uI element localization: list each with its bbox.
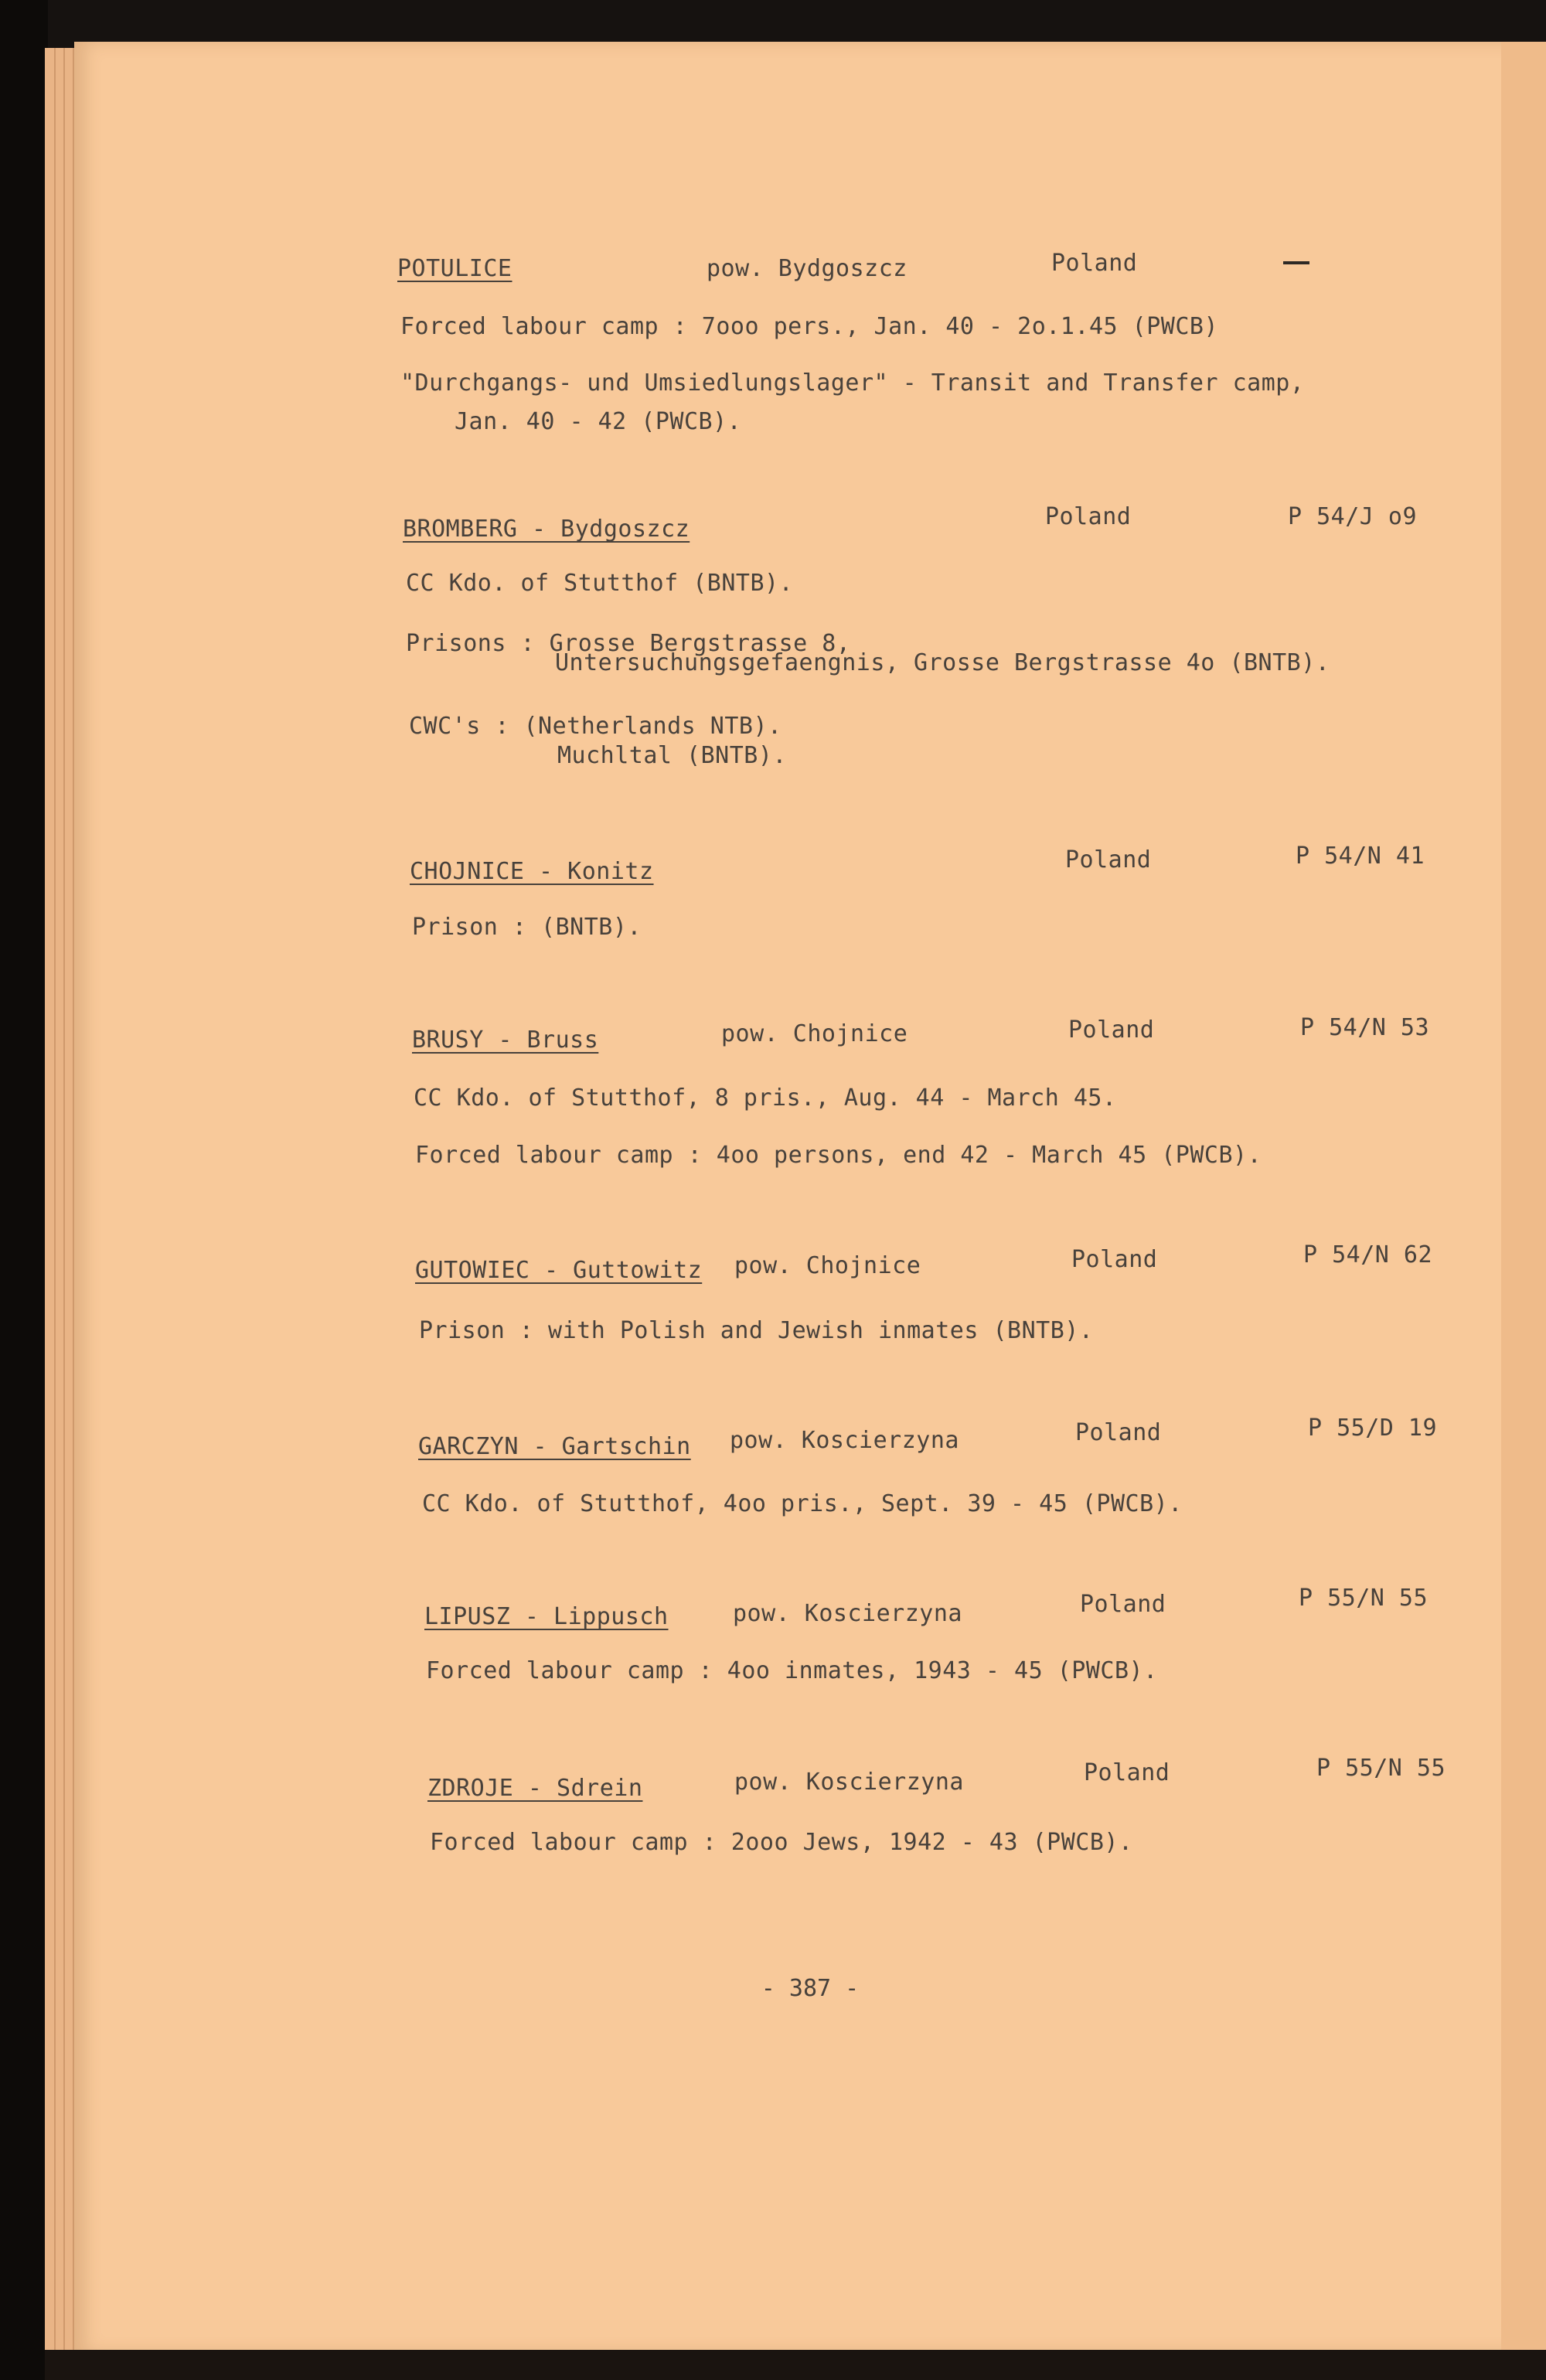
entry-district: pow. Chojnice [721,1020,908,1047]
entry-country: Poland [1071,1246,1158,1273]
entry-detail-line: Forced labour camp : 2ooo Jews, 1942 - 43 (PWCB). [430,1829,1133,1856]
entry-detail-line: Muchltal (BNTB). [557,742,787,769]
entry-detail-line: "Durchgangs- und Umsiedlungslager" - Transit and Transfer camp, [400,369,1305,397]
entry-name: GARCZYN - Gartschin [418,1433,691,1460]
entry-detail-line: Prison : (BNTB). [412,914,642,941]
page-right-edge [1501,42,1546,2353]
entry-district: pow. Bydgoszcz [707,255,908,282]
entry-district: pow. Koscierzyna [734,1769,964,1796]
entry-name: BROMBERG - Bydgoszcz [403,516,690,543]
entry-country: Poland [1084,1759,1170,1786]
entry-detail-line: CC Kdo. of Stutthof, 8 pris., Aug. 44 - March 45. [414,1084,1117,1112]
entry-detail-line: Forced labour camp : 4oo persons, end 42 - March 45 (PWCB). [415,1142,1262,1169]
entry-name: BRUSY - Bruss [412,1027,599,1054]
entry-country: Poland [1065,846,1152,873]
entry-district: pow. Koscierzyna [730,1427,959,1454]
entry-reference: P 55/D 19 [1308,1415,1438,1442]
entry-detail-line: Forced labour camp : 4oo inmates, 1943 - 45 (PWCB). [426,1657,1158,1684]
entry-district: pow. Koscierzyna [733,1600,962,1627]
entry-name: GUTOWIEC - Guttowitz [415,1257,703,1284]
entry-reference: P 55/N 55 [1316,1755,1446,1782]
entry-detail-line: Jan. 40 - 42 (PWCB). [455,408,742,435]
entry-country: Poland [1045,503,1132,530]
entry-country: Poland [1080,1591,1166,1618]
entry-detail-line: CWC's : (Netherlands NTB). [409,713,782,740]
entry-detail-line: CC Kdo. of Stutthof, 4oo pris., Sept. 39 - 45 (PWCB). [422,1490,1183,1517]
entry-detail-line: Prisons : Grosse Bergstrasse 8, [406,630,851,657]
entry-detail-line: CC Kdo. of Stutthof (BNTB). [406,570,794,597]
entry-detail-line: Forced labour camp : 7ooo pers., Jan. 40 - 2o.1.45 (PWCB) [400,313,1219,340]
entry-detail-line: Untersuchungsgefaengnis, Grosse Bergstrasse 4o (BNTB). [555,649,1330,676]
entry-reference: P 54/J o9 [1288,503,1418,530]
page-stack-edge [54,48,56,2351]
entry-name: LIPUSZ - Lippusch [424,1603,669,1630]
entry-name: ZDROJE - Sdrein [427,1775,643,1802]
book-spine-shadow [0,0,48,2380]
entry-name: POTULICE [397,255,512,282]
entry-reference: P 54/N 41 [1296,843,1425,870]
page-number: - 387 - [761,1975,860,2002]
entry-name: CHOJNICE - Konitz [410,858,654,885]
dash-mark [1283,261,1309,264]
entry-reference: P 54/N 62 [1303,1241,1433,1268]
book-bottom-edge [45,2350,1546,2380]
entry-district: pow. Chojnice [734,1252,921,1279]
page-stack-edge [63,48,65,2351]
entry-country: Poland [1051,250,1138,277]
entry-reference: P 55/N 55 [1299,1585,1429,1612]
entry-reference: P 54/N 53 [1300,1014,1430,1041]
entry-country: Poland [1068,1016,1155,1044]
entry-country: Poland [1075,1419,1162,1446]
entry-detail-line: Prison : with Polish and Jewish inmates (BNTB). [419,1317,1094,1344]
